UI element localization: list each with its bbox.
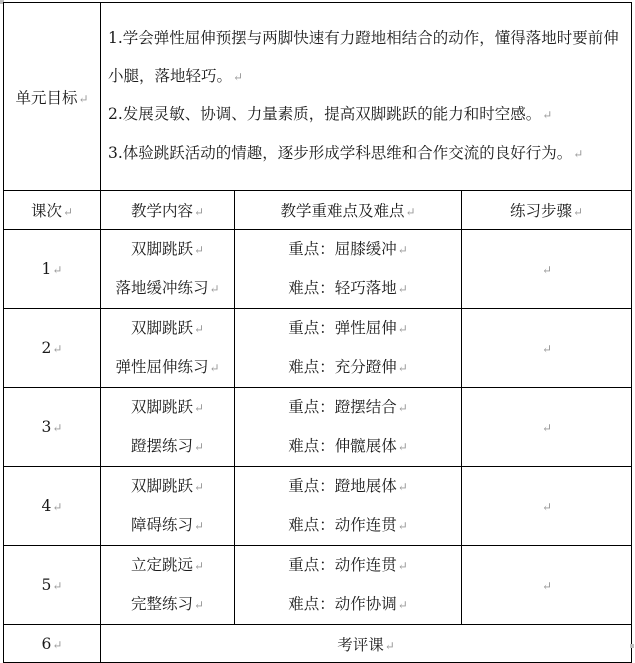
paragraph-mark-icon: ↵: [573, 146, 584, 161]
table-row: [4, 388, 632, 467]
table-resize-handle[interactable]: [630, 644, 634, 648]
paragraph-mark-icon: ↵: [397, 440, 408, 454]
paragraph-mark-icon: ↵: [52, 263, 63, 277]
paragraph-mark-icon: ↵: [541, 421, 553, 435]
header-steps: 练习步骤↵: [462, 191, 632, 230]
paragraph-mark-icon: ↵: [193, 401, 205, 415]
paragraph-mark-icon: ↵: [384, 638, 395, 653]
paragraph-mark-icon: ↵: [193, 559, 205, 573]
paragraph-mark-icon: ↵: [541, 263, 553, 277]
lesson-number-cell[interactable]: 1↵: [4, 230, 101, 309]
paragraph-mark-icon: ↵: [62, 205, 74, 219]
paragraph-mark-icon: ↵: [397, 598, 408, 612]
content-cell[interactable]: 双脚跳跃↵ 蹬摆练习↵: [101, 388, 235, 467]
lesson-number-cell[interactable]: 4↵: [4, 467, 101, 546]
goal-item-2: 2.发展灵敏、协调、力量素质，提高双脚跳跃的能力和时空感。: [108, 105, 542, 123]
steps-cell[interactable]: [462, 388, 632, 467]
table-row: [4, 230, 632, 309]
header-row: [4, 191, 632, 230]
paragraph-mark-icon: ↵: [193, 243, 205, 257]
paragraph-mark-icon: ↵: [52, 500, 63, 514]
paragraph-mark-icon: ↵: [233, 69, 244, 84]
evaluation-row: [4, 625, 632, 663]
paragraph-mark-icon: ↵: [193, 440, 205, 454]
content-cell[interactable]: 双脚跳跃↵ 落地缓冲练习↵: [101, 230, 235, 309]
steps-cell[interactable]: [462, 309, 632, 388]
paragraph-mark-icon: ↵: [52, 579, 63, 593]
content-cell[interactable]: 双脚跳跃↵ 障碍练习↵: [101, 467, 235, 546]
header-key-points: 教学重难点及难点↵: [235, 191, 462, 230]
paragraph-mark-icon: ↵: [193, 322, 205, 336]
lesson-number-cell[interactable]: 2↵: [4, 309, 101, 388]
paragraph-mark-icon: ↵: [397, 559, 408, 573]
paragraph-mark-icon: ↵: [541, 500, 553, 514]
paragraph-mark-icon: ↵: [572, 205, 584, 219]
goal-item-3: 3.体验跳跃活动的情趣，逐步形成学科思维和合作交流的良好行为。: [108, 143, 573, 162]
paragraph-mark-icon: ↵: [397, 519, 408, 533]
paragraph-mark-icon: ↵: [193, 519, 205, 533]
table-row: [4, 546, 632, 625]
steps-cell[interactable]: [462, 230, 632, 309]
paragraph-mark-icon: ↵: [193, 598, 205, 612]
lesson-number-cell[interactable]: 5↵: [4, 546, 101, 625]
header-content: 教学内容↵: [101, 191, 235, 230]
unit-goal-row: [4, 3, 632, 191]
paragraph-mark-icon: ↵: [397, 322, 408, 336]
paragraph-mark-icon: ↵: [209, 282, 220, 296]
paragraph-mark-icon: ↵: [541, 579, 553, 593]
table-row: [4, 467, 632, 546]
paragraph-mark-icon: ↵: [209, 361, 220, 375]
evaluation-content-cell[interactable]: 考评课↵: [101, 625, 632, 663]
paragraph-mark-icon: ↵: [397, 282, 408, 296]
key-points-cell[interactable]: 重点：蹬摆结合↵ 难点：伸髋展体↵: [235, 388, 462, 467]
steps-cell[interactable]: [462, 546, 632, 625]
table-row: [4, 309, 632, 388]
paragraph-mark-icon: ↵: [397, 480, 408, 494]
goal-item-1: 1.学会弹性屈伸预摆与两脚快速有力蹬地相结合的动作，懂得落地时要前伸小腿，落地轻巧。: [108, 29, 619, 85]
header-lesson: 课次↵: [4, 191, 101, 230]
lesson-number-cell[interactable]: 3↵: [4, 388, 101, 467]
paragraph-mark-icon: ↵: [397, 243, 408, 257]
paragraph-mark-icon: ↵: [397, 401, 408, 415]
key-points-cell[interactable]: 重点：动作连贯↵ 难点：动作协调↵: [235, 546, 462, 625]
unit-goal-content-cell[interactable]: [101, 3, 632, 191]
steps-cell[interactable]: [462, 467, 632, 546]
lesson-plan-table: [3, 2, 632, 663]
key-points-cell[interactable]: 重点：弹性屈伸↵ 难点：充分蹬伸↵: [235, 309, 462, 388]
unit-goal-label: 单元目标: [15, 88, 78, 107]
paragraph-mark-icon: ↵: [52, 342, 63, 356]
paragraph-mark-icon: ↵: [405, 205, 416, 219]
paragraph-mark-icon: ↵: [52, 637, 63, 652]
paragraph-mark-icon: ↵: [397, 361, 408, 375]
content-cell[interactable]: 立定跳远↵ 完整练习↵: [101, 546, 235, 625]
unit-goal-label-cell: [4, 3, 101, 191]
paragraph-mark-icon: ↵: [541, 342, 553, 356]
paragraph-mark-icon: ↵: [52, 421, 63, 435]
content-cell[interactable]: 双脚跳跃↵ 弹性屈伸练习↵: [101, 309, 235, 388]
key-points-cell[interactable]: 重点：屈膝缓冲↵ 难点：轻巧落地↵: [235, 230, 462, 309]
paragraph-mark-icon: ↵: [193, 480, 205, 494]
paragraph-mark-icon: ↵: [542, 108, 553, 122]
lesson-number-cell[interactable]: 6↵: [4, 625, 101, 663]
paragraph-mark-icon: ↵: [193, 205, 205, 219]
paragraph-mark-icon: ↵: [78, 91, 89, 106]
key-points-cell[interactable]: 重点：蹬地展体↵ 难点：动作连贯↵: [235, 467, 462, 546]
